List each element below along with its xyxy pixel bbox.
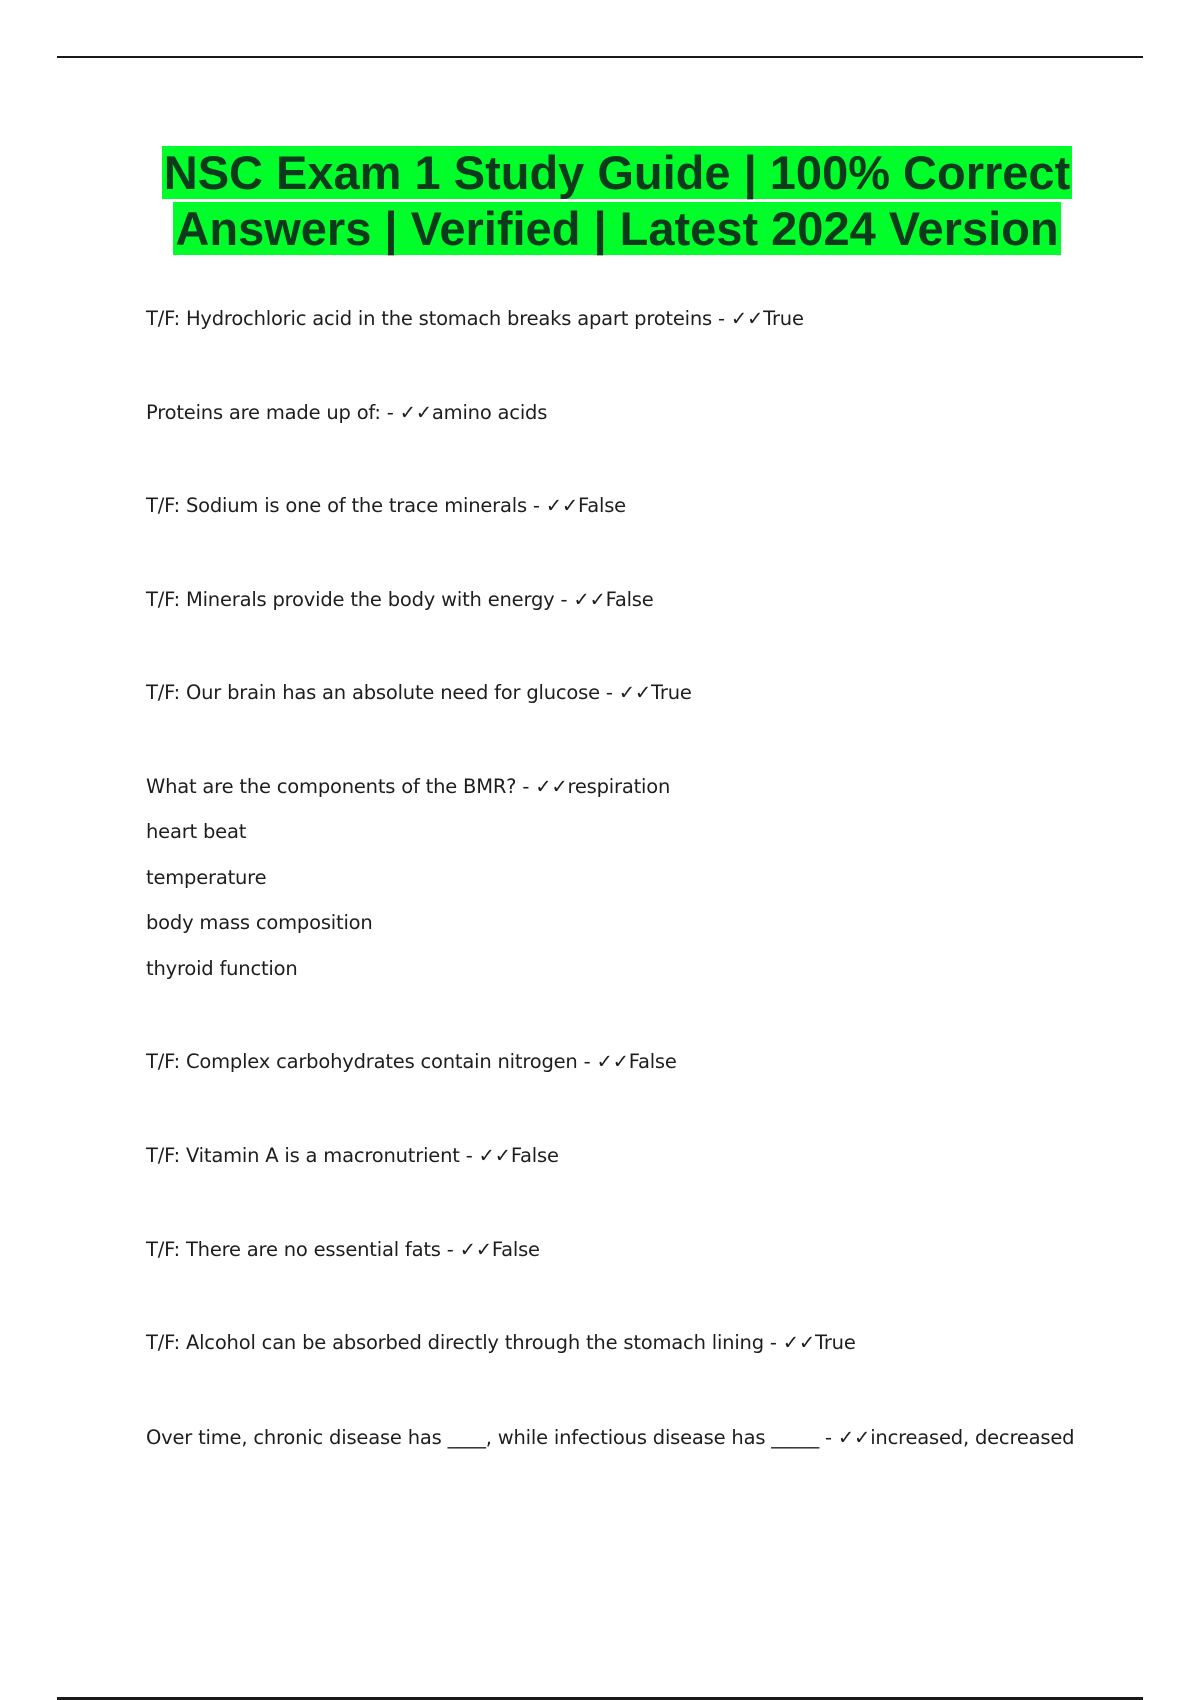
top-divider: [57, 56, 1143, 58]
answer-text: False: [628, 1050, 677, 1073]
document-title: [146, 145, 1088, 257]
double-check-icon: ✓✓: [399, 401, 432, 424]
qa-item-3: [146, 494, 626, 518]
qa-item-6: [146, 775, 670, 799]
title-line-1: NSC Exam 1 Study Guide | 100% Correct: [163, 146, 1071, 199]
separator: -: [819, 1426, 838, 1449]
separator: -: [554, 588, 574, 611]
question-text: T/F: Hydrochloric acid in the stomach breaks apart proteins: [146, 307, 713, 330]
separator: -: [380, 401, 400, 424]
answer-text: respiration: [567, 775, 671, 798]
question-text: T/F: Complex carbohydrates contain nitrogen: [146, 1050, 578, 1073]
qa-item-5: [146, 681, 692, 705]
qa-item-7: [146, 1050, 677, 1074]
qa-item-8: [146, 1144, 559, 1168]
question-text: T/F: Alcohol can be absorbed directly through the stomach lining: [146, 1331, 764, 1354]
double-check-icon: ✓✓: [535, 775, 568, 798]
bmr-line-heart-beat: heart beat: [146, 820, 247, 843]
separator: -: [516, 775, 536, 798]
question-text: T/F: There are no essential fats: [146, 1238, 441, 1261]
double-check-icon: ✓✓: [545, 494, 579, 517]
separator: -: [577, 1050, 597, 1073]
bmr-line-body-mass: body mass composition: [146, 911, 373, 934]
separator: -: [599, 681, 619, 704]
answer-text: True: [763, 307, 804, 330]
double-check-icon: ✓✓: [573, 588, 606, 611]
qa-item-10: [146, 1331, 856, 1355]
question-text: T/F: Vitamin A is a macronutrient: [146, 1144, 460, 1167]
bmr-line-temperature: temperature: [146, 866, 267, 889]
title-line-2: Answers | Verified | Latest 2024 Version: [175, 202, 1059, 255]
double-check-icon: ✓✓: [478, 1144, 511, 1167]
double-check-icon: ✓✓: [459, 1238, 492, 1261]
qa-item-11: [146, 1426, 1074, 1450]
bmr-line-thyroid: thyroid function: [146, 957, 298, 980]
qa-item-1: [146, 307, 804, 331]
answer-text: True: [651, 681, 692, 704]
question-text: T/F: Sodium is one of the trace minerals: [146, 494, 527, 517]
separator: -: [440, 1238, 460, 1261]
qa-item-9: [146, 1238, 540, 1262]
question-text: Over time, chronic disease has ____, while infectious disease has _____: [146, 1426, 820, 1449]
question-text: T/F: Our brain has an absolute need for glucose: [146, 681, 600, 704]
question-text: Proteins are made up of:: [146, 401, 381, 424]
answer-text: True: [815, 1331, 856, 1354]
qa-item-2: [146, 401, 547, 425]
double-check-icon: ✓✓: [782, 1331, 816, 1354]
question-text: What are the components of the BMR?: [146, 775, 517, 798]
double-check-icon: ✓✓: [837, 1426, 871, 1449]
double-check-icon: ✓✓: [730, 307, 764, 330]
separator: -: [712, 307, 731, 330]
separator: -: [526, 494, 546, 517]
answer-text: False: [510, 1144, 559, 1167]
double-check-icon: ✓✓: [618, 681, 652, 704]
double-check-icon: ✓✓: [596, 1050, 629, 1073]
qa-item-4: [146, 588, 654, 612]
answer-text: increased, decreased: [870, 1426, 1075, 1449]
answer-text: False: [491, 1238, 540, 1261]
answer-text: False: [605, 588, 654, 611]
question-text: T/F: Minerals provide the body with energy: [146, 588, 555, 611]
answer-text: False: [578, 494, 626, 517]
separator: -: [763, 1331, 783, 1354]
separator: -: [459, 1144, 479, 1167]
answer-text: amino acids: [431, 401, 548, 424]
